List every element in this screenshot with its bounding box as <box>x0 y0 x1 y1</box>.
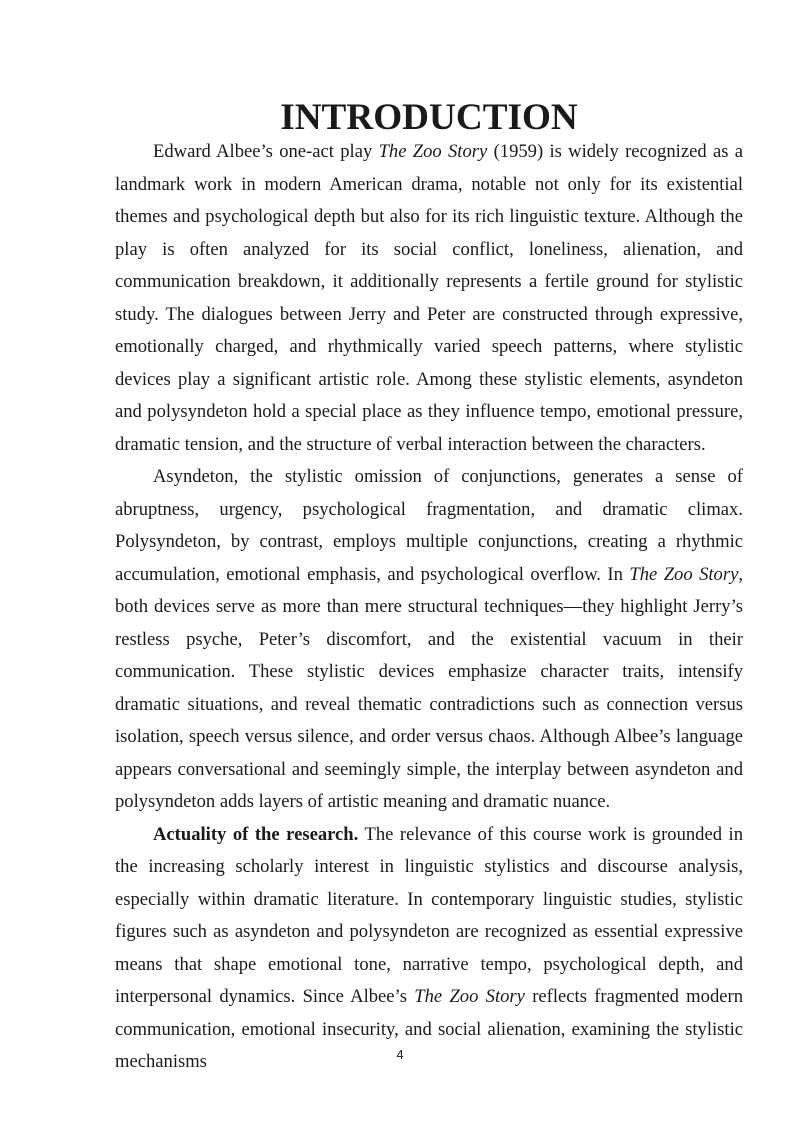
paragraph-text: Edward Albee’s one-act play <box>153 141 379 162</box>
paragraph-text: (1959) is widely recognized as a landmark work in modern American drama, notable not only for its existential themes and psychological depth but also for its rich linguistic texture. Although the play is often analyzed for its social conflict, loneliness, alienation, and communication breakdown, it additionally represents a fertile ground for stylistic study. The dialogues between Jerry and Peter are constructed through expressive, emotionally charged, and rhythmically varied speech patterns, where stylistic devices play a significant artistic role. Among these stylistic elements, asyndeton and polysyndeton hold a special place as they influence tempo, emotional pressure, dramatic tension, and the structure of verbal interaction between the characters. <box>115 141 743 455</box>
page-body <box>115 97 743 1079</box>
bold-lead-in: Actuality of the research. <box>153 823 359 845</box>
paragraph-1 <box>115 136 743 461</box>
paragraph-text: reflects fragmented modern communication, emotional insecurity, and social alienation, examining the stylistic mechanisms <box>115 986 743 1072</box>
italic-title: The Zoo Story <box>629 563 739 585</box>
paragraph-text: Asyndeton, the stylistic omission of conjunctions, generates a sense of abruptness, urgency, psychological fragmentation, and dramatic climax. Polysyndeton, by contrast, employs multiple conjunctions, creating a rhythmic accumulation, emotional emphasis, and psychological overflow. In <box>115 466 743 585</box>
section-heading: INTRODUCTION <box>280 97 578 138</box>
paragraph-3 <box>115 819 743 1079</box>
italic-title: The Zoo Story <box>378 141 488 162</box>
page-number: 4 <box>396 1047 404 1062</box>
italic-title: The Zoo Story <box>414 986 525 1007</box>
paragraph-text: The relevance of this course work is grounded in the increasing scholarly interest in linguistic stylistics and discourse analysis, especially within dramatic literature. In contemporary linguistic studies, stylistic figures such as asyndeton and polysyndeton are recognized as essential expressive means that shape emotional tone, narrative tempo, psychological depth, and interpersonal dynamics. Since Albee’s <box>115 823 743 1007</box>
paragraph-text: , both devices serve as more than mere structural techniques—they highlight Jerry’s restless psyche, Peter’s discomfort, and the existential vacuum in their communication. These stylistic devices emphasize character traits, intensify dramatic situations, and reveal thematic contradictions such as connection versus isolation, speech versus silence, and order versus chaos. Although Albee’s language appears conversational and seemingly simple, the interplay between asyndeton and polysyndeton adds layers of artistic meaning and dramatic nuance. <box>115 563 743 812</box>
paragraph-2 <box>115 461 743 819</box>
